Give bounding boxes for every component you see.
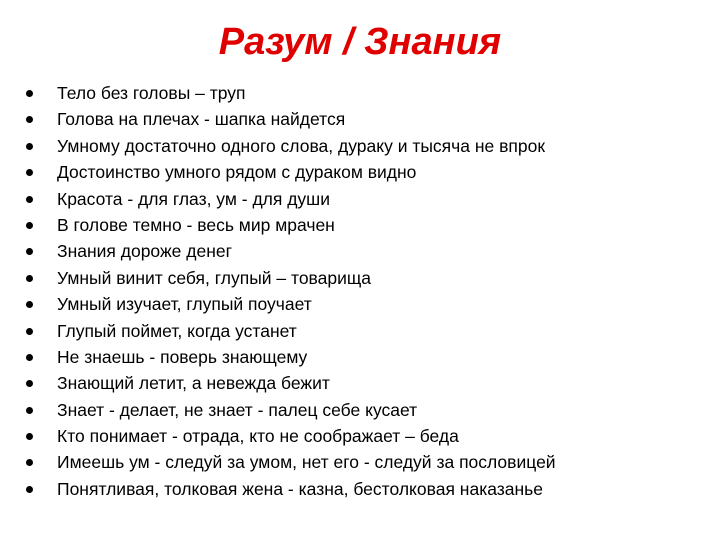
bullet-dot-icon (26, 301, 33, 308)
proverb-text: Умному достаточно одного слова, дураку и тысяча не впрок (57, 135, 546, 156)
list-item (26, 186, 706, 212)
bullet-dot-icon (26, 459, 33, 466)
proverb-text: Тело без головы – труп (57, 83, 246, 103)
bullet-dot-icon (26, 354, 33, 361)
bullet-dot-icon (26, 486, 33, 493)
proverb-text: Знающий летит, а невежда бежит (57, 373, 330, 394)
list-item (26, 238, 706, 264)
proverb-text: Кто понимает - отрада, кто не соображает – беда (57, 426, 459, 447)
bullet-dot-icon (26, 90, 33, 97)
list-item (26, 106, 706, 132)
proverb-text: Знает - делает, не знает - палец себе кусает (57, 399, 418, 420)
list-item (26, 80, 706, 106)
list-item (26, 370, 706, 396)
list-item (26, 265, 706, 291)
list-item (26, 344, 706, 370)
proverb-text: Понятливая, толковая жена - казна, бестолковая наказанье (57, 478, 544, 499)
list-item (26, 133, 706, 159)
proverb-text: Имеешь ум - следуй за умом, нет его - следуй за пословицей (57, 452, 556, 473)
list-item (26, 423, 706, 449)
bullet-dot-icon (26, 407, 33, 414)
slide-title: Разум / Знания (218, 21, 502, 63)
bullet-dot-icon (26, 248, 33, 255)
list-item (26, 449, 706, 475)
proverb-text: Голова на плечах - шапка найдется (57, 109, 346, 130)
bullet-dot-icon (26, 116, 33, 123)
bullet-dot-icon (26, 433, 33, 440)
bullet-dot-icon (26, 380, 33, 387)
list-item (26, 318, 706, 344)
proverb-text: Глупый поймет, когда устанет (57, 320, 297, 341)
proverb-text: Красота - для глаз, ум - для души (57, 188, 330, 209)
bullet-dot-icon (26, 222, 33, 229)
proverb-text: Достоинство умного рядом с дураком видно (57, 162, 417, 183)
proverb-text: Знания дороже денег (57, 241, 232, 262)
proverb-text: Умный изучает, глупый поучает (57, 294, 312, 315)
list-item (26, 397, 706, 423)
bullet-dot-icon (26, 275, 33, 282)
proverb-list (26, 80, 706, 502)
bullet-dot-icon (26, 328, 33, 335)
list-item (26, 476, 706, 502)
list-item (26, 159, 706, 185)
proverb-text: Не знаешь - поверь знающему (57, 346, 308, 367)
proverb-text: В голове темно - весь мир мрачен (57, 214, 335, 235)
proverb-text: Умный винит себя, глупый – товарища (57, 267, 372, 288)
bullet-dot-icon (26, 169, 33, 176)
bullet-dot-icon (26, 196, 33, 203)
bullet-dot-icon (26, 143, 33, 150)
list-item (26, 291, 706, 317)
list-item (26, 212, 706, 238)
